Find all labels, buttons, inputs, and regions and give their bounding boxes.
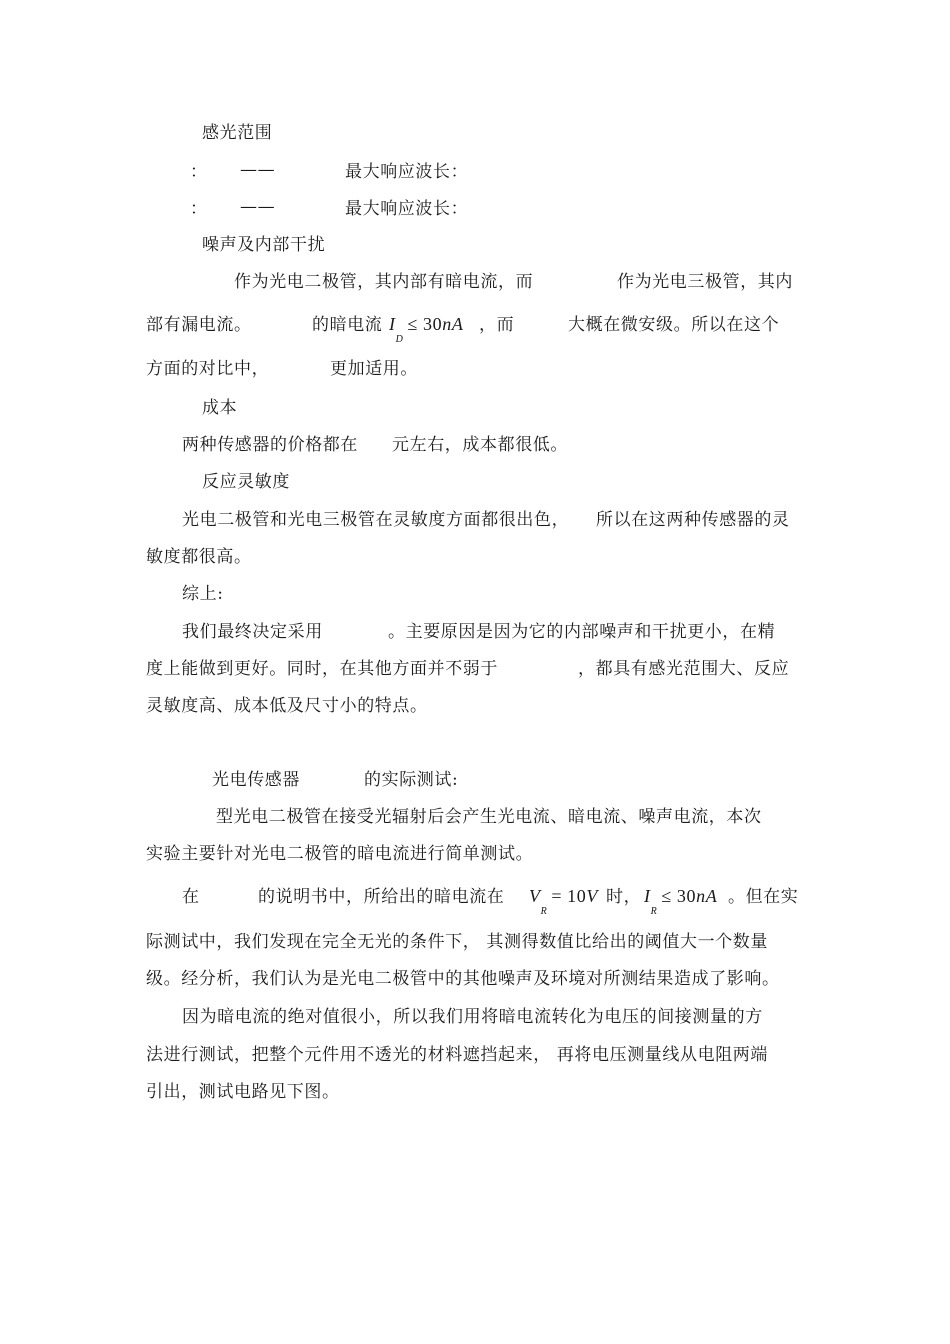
noise-paragraph-line-2d: 大概在微安级。所以在这个 — [568, 315, 780, 335]
test-paragraph-line-3a: 在 — [182, 887, 200, 907]
range-row-2-label: 最大响应波长： — [345, 199, 469, 219]
range-row-1-dash: —— — [240, 160, 276, 180]
formula-unit-v: V — [586, 886, 598, 906]
test-paragraph-line-5: 级。经分析，我们认为是光电二极管中的其他噪声及环境对所测结果造成了影响。 — [146, 969, 780, 989]
summary-paragraph-line-1b: 。主要原因是因为它的内部噪声和干扰更小，在精 — [388, 622, 776, 642]
reverse-current-formula — [644, 884, 718, 917]
section-heading-summary: 综上: — [182, 584, 224, 604]
formula-subscript-r-2: R — [650, 906, 658, 917]
test-paragraph-line-1: 型光电二极管在接受光辐射后会产生光电流、暗电流、噪声电流，本次 — [216, 807, 762, 827]
section-heading-sensing-range: 感光范围 — [202, 123, 273, 143]
dark-current-formula — [389, 312, 464, 345]
section-heading-noise: 噪声及内部干扰 — [202, 235, 326, 255]
cost-paragraph-a: 两种传感器的价格都在 — [182, 435, 358, 455]
formula-symbol-v: V — [529, 886, 541, 906]
test-paragraph-line-2: 实验主要针对光电二极管的暗电流进行简单测试。 — [146, 844, 534, 864]
summary-paragraph-line-1a: 我们最终决定采用 — [182, 622, 323, 642]
range-row-2-dash: —— — [240, 197, 276, 217]
range-row-1-label: 最大响应波长： — [345, 162, 469, 182]
noise-paragraph-line-2a: 部有漏电流。 — [146, 315, 252, 335]
noise-paragraph-line-3b: 更加适用。 — [330, 359, 418, 379]
formula-subscript-r: R — [540, 906, 548, 917]
summary-paragraph-line-3: 灵敏度高、成本低及尺寸小的特点。 — [146, 696, 428, 716]
formula-subscript-d: D — [395, 334, 404, 345]
formula-symbol-i-r: I — [644, 886, 651, 906]
section-heading-sensitivity: 反应灵敏度 — [202, 472, 290, 492]
sensitivity-paragraph-line-2: 敏度都很高。 — [146, 547, 252, 567]
noise-paragraph-line-1a: 作为光电二极管，其内部有暗电流，而 — [234, 272, 534, 292]
sensitivity-paragraph-line-1a: 光电二极管和光电三极管在灵敏度方面都很出色， — [182, 510, 570, 530]
section-heading-test-b: 的实际测试: — [364, 770, 459, 790]
formula-unit-na: nA — [442, 314, 464, 334]
noise-paragraph-line-2b: 的暗电流 — [312, 315, 383, 335]
test-paragraph-line-3c: 时， — [606, 887, 642, 907]
formula-unit-na-2: nA — [696, 886, 718, 906]
summary-paragraph-line-2b: ，都具有感光范围大、反应 — [578, 659, 790, 679]
formula-leq-value: ≤ 30 — [407, 314, 443, 334]
test-paragraph-line-6: 因为暗电流的绝对值很小，所以我们用将暗电流转化为电压的间接测量的方 — [182, 1007, 763, 1027]
section-heading-cost: 成本 — [202, 398, 238, 418]
noise-paragraph-line-3a: 方面的对比中， — [146, 359, 270, 379]
formula-eq-value: = 10 — [551, 886, 587, 906]
range-row-1-colon: ： — [190, 162, 208, 182]
test-paragraph-line-3d: 。但在实 — [728, 887, 799, 907]
formula-symbol-i: I — [389, 314, 396, 334]
range-row-2-colon: ： — [190, 199, 208, 219]
section-heading-test-a: 光电传感器 — [212, 770, 300, 790]
summary-paragraph-line-2a: 度上能做到更好。同时，在其他方面并不弱于 — [146, 659, 498, 679]
test-paragraph-line-8: 引出，测试电路见下图。 — [146, 1082, 340, 1102]
noise-paragraph-line-2c: ，而 — [479, 315, 515, 335]
noise-paragraph-line-1b: 作为光电三极管，其内 — [617, 272, 793, 292]
formula-leq-value-2: ≤ 30 — [661, 886, 697, 906]
test-paragraph-line-3b: 的说明书中，所给出的暗电流在 — [258, 887, 505, 907]
test-paragraph-line-4: 际测试中，我们发现在完全无光的条件下， 其测得数值比给出的阈值大一个数量 — [146, 932, 769, 952]
test-paragraph-line-7: 法进行测试，把整个元件用不透光的材料遮挡起来， 再将电压测量线从电阻两端 — [146, 1045, 769, 1065]
sensitivity-paragraph-line-1b: 所以在这两种传感器的灵 — [596, 510, 790, 530]
reverse-voltage-formula — [529, 884, 598, 917]
cost-paragraph-b: 元左右，成本都很低。 — [392, 435, 568, 455]
